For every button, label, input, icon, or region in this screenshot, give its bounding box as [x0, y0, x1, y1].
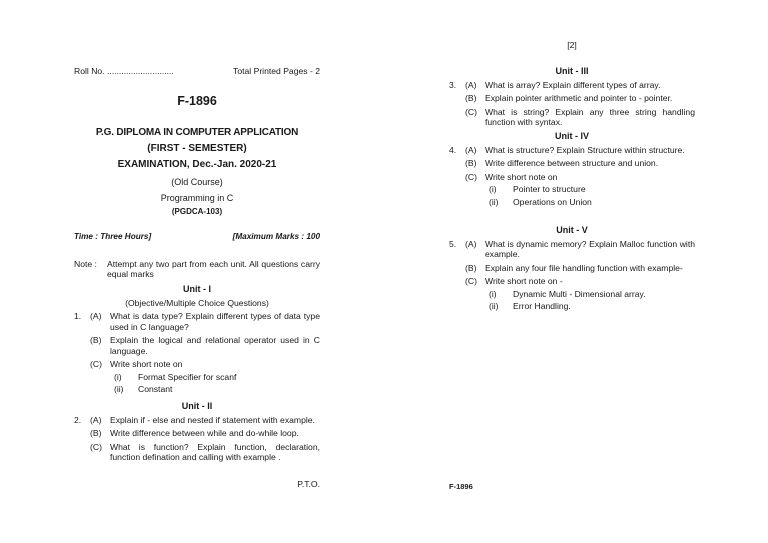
unit-2-section — [74, 401, 320, 463]
note-text: Attempt any two part from each unit. All questions carry equal marks — [107, 259, 320, 280]
sub-text: Format Specifier for scanf — [138, 371, 237, 382]
item-text: Write short note on — [485, 171, 558, 182]
unit-1-section — [74, 284, 320, 395]
sub-label: (ii) — [489, 196, 499, 207]
unit-5-section — [449, 225, 695, 312]
item-label: (A) — [465, 238, 477, 249]
question-number: 4. — [449, 144, 457, 155]
subject: Programming in C — [160, 193, 234, 203]
item-label: (B) — [465, 93, 477, 104]
item-label: (B) — [90, 335, 102, 346]
item-label: (C) — [90, 359, 102, 370]
page-number: [2] — [567, 40, 577, 50]
question-item — [449, 107, 695, 128]
item-text: What is array? Explain different types of array. — [485, 79, 661, 90]
item-text: Write short note on - — [485, 276, 563, 287]
item-text: Write difference between while and do-while loop. — [110, 428, 299, 439]
question-number: 1. — [74, 311, 82, 322]
question-item — [74, 359, 320, 369]
sub-label: (i) — [489, 184, 497, 195]
item-label: (A) — [90, 311, 102, 322]
sub-item — [449, 301, 695, 311]
instruction-note — [74, 259, 320, 280]
item-text: Write short note on — [110, 359, 183, 370]
question-item — [74, 442, 320, 463]
sub-item — [74, 372, 320, 382]
unit-title: Unit - IV — [555, 131, 589, 141]
item-text: What is string? Explain any three string handling function with syntax. — [485, 106, 695, 128]
sub-label: (ii) — [114, 384, 124, 395]
item-text: What is structure? Explain Structure within structure. — [485, 144, 685, 155]
question-item — [449, 158, 695, 168]
item-label: (B) — [90, 428, 102, 439]
sub-label: (i) — [114, 371, 122, 382]
sub-text: Constant — [138, 384, 173, 395]
sub-text: Operations on Union — [513, 196, 592, 207]
semester: (FIRST - SEMESTER) — [147, 143, 247, 154]
item-label: (A) — [465, 79, 477, 90]
unit-title: Unit - III — [555, 66, 589, 76]
item-text: Explain if - else and nested if statement with example. — [110, 414, 315, 425]
question-number: 3. — [449, 79, 457, 90]
item-text: What is data type? Explain different types of data type used in C language? — [110, 311, 320, 332]
total-pages: Total Printed Pages - 2 — [233, 66, 320, 76]
sub-text: Dynamic Multi - Dimensional array. — [513, 288, 646, 299]
sub-item — [449, 289, 695, 299]
question-item — [449, 276, 695, 286]
footer-paper-code: F-1896 — [449, 482, 473, 491]
item-label: (C) — [465, 171, 477, 182]
question-number: 5. — [449, 238, 457, 249]
question-item — [74, 311, 320, 332]
question-number: 2. — [74, 414, 82, 425]
unit-title: Unit - I — [183, 284, 211, 294]
subject-code: (PGDCA-103) — [171, 207, 223, 216]
item-label: (B) — [465, 262, 477, 273]
header-row — [74, 66, 320, 76]
question-item — [74, 415, 320, 425]
question-item — [449, 239, 695, 260]
unit-title: Unit - V — [556, 225, 588, 235]
sub-item — [449, 184, 695, 194]
sub-text: Pointer to structure — [513, 184, 586, 195]
item-text: Explain pointer arithmetic and pointer to - pointer. — [485, 93, 673, 104]
left-page — [74, 0, 320, 543]
sub-text: Error Handling. — [513, 301, 571, 312]
item-label: (C) — [465, 276, 477, 287]
course-title: P.G. DIPLOMA IN COMPUTER APPLICATION — [95, 127, 299, 138]
sub-item — [449, 197, 695, 207]
question-item — [449, 145, 695, 155]
question-item — [74, 335, 320, 356]
right-page — [449, 0, 695, 543]
sub-item — [74, 384, 320, 394]
item-label: (C) — [90, 441, 102, 452]
unit-4-section — [449, 131, 695, 207]
page-turn-over: P.T.O. — [297, 479, 320, 489]
sub-label: (ii) — [489, 301, 499, 312]
question-item — [449, 172, 695, 182]
item-label: (A) — [90, 414, 102, 425]
sub-label: (i) — [489, 288, 497, 299]
unit-3-section — [449, 66, 695, 128]
question-item — [449, 80, 695, 90]
item-label: (B) — [465, 158, 477, 169]
question-item — [449, 93, 695, 103]
item-text: What is dynamic memory? Explain Malloc function with example. — [485, 238, 695, 260]
item-text: Explain the logical and relational operator used in C language. — [110, 335, 320, 356]
item-text: Write difference between structure and union. — [485, 158, 659, 169]
unit-subtitle: (Objective/Multiple Choice Questions) — [125, 297, 269, 308]
question-item — [449, 263, 695, 273]
item-label: (A) — [465, 144, 477, 155]
item-text: Explain any four file handling function with example- — [485, 262, 683, 273]
paper-code: F-1896 — [177, 94, 217, 108]
examination: EXAMINATION, Dec.-Jan. 2020-21 — [117, 159, 277, 170]
note-label: Note : — [74, 259, 97, 269]
question-item — [74, 428, 320, 438]
unit-title: Unit - II — [181, 401, 213, 411]
max-marks: [Maximum Marks : 100 — [232, 232, 320, 241]
course-type: (Old Course) — [171, 177, 223, 187]
item-text: What is function? Explain function, declaration, function defination and calling with example . — [110, 441, 320, 463]
time-marks-row — [74, 232, 320, 242]
item-label: (C) — [465, 106, 477, 117]
time-duration: Time : Three Hours] — [74, 232, 152, 241]
roll-number: Roll No. ............................ — [74, 66, 174, 76]
